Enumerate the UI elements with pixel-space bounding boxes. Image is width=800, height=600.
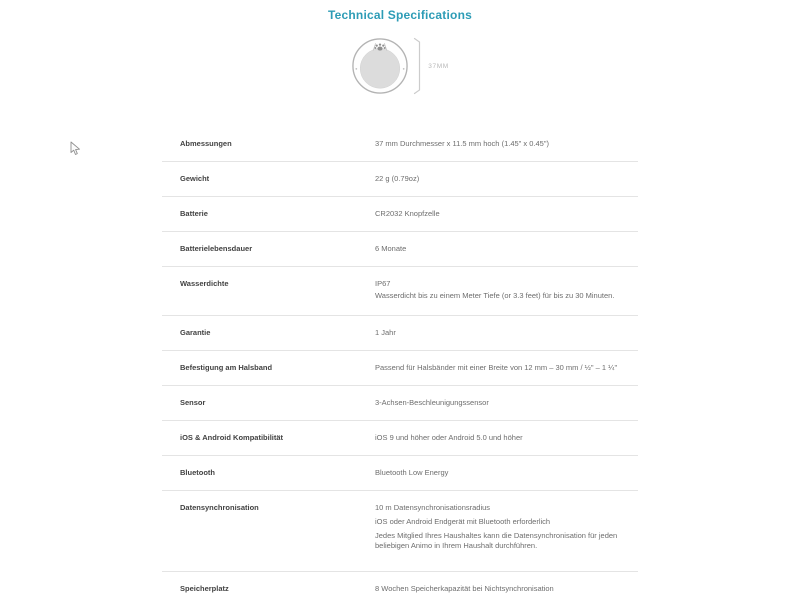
spec-value: [375, 139, 638, 149]
spec-row-datensynchronisation: [162, 491, 638, 572]
spec-row-speicherplatz: [162, 572, 638, 600]
spec-value-line: CR2032 Knopfzelle: [375, 209, 440, 218]
mouse-cursor: [70, 141, 81, 156]
spec-value: [375, 363, 638, 373]
spec-row-befestigung: [162, 351, 638, 386]
spec-row-bluetooth: [162, 456, 638, 491]
spec-value-line: Bluetooth Low Energy: [375, 468, 449, 477]
spec-row-sensor: [162, 386, 638, 421]
spec-value: [375, 468, 638, 478]
spec-label: iOS & Android Kompatibilität: [180, 433, 284, 442]
spec-label: Befestigung am Halsband: [180, 363, 273, 372]
spec-label: Speicherplatz: [180, 584, 229, 593]
spec-table: [162, 127, 638, 600]
spec-value: [375, 244, 638, 254]
spec-value-line: 22 g (0.79oz): [375, 174, 420, 183]
spec-row-gewicht: [162, 162, 638, 197]
spec-label: Gewicht: [180, 174, 210, 183]
spec-value: [375, 503, 638, 551]
spec-value: [375, 433, 638, 443]
spec-value-line: 8 Wochen Speicherkapazität bei Nichtsynchronisation: [375, 584, 554, 593]
device-disc-image: [351, 37, 409, 95]
spec-label: Wasserdichte: [180, 279, 229, 288]
spec-row-kompatibilitaet: [162, 421, 638, 456]
spec-value-line: Wasserdicht bis zu einem Meter Tiefe (or 3.3 feet) für bis zu 30 Minuten.: [375, 291, 615, 300]
spec-row-garantie: [162, 316, 638, 351]
spec-label: Bluetooth: [180, 468, 215, 477]
spec-label: Sensor: [180, 398, 206, 407]
spec-value-line: iOS oder Android Endgerät mit Bluetooth erforderlich: [375, 517, 551, 526]
spec-value-line: 1 Jahr: [375, 328, 396, 337]
spec-value-line: iOS 9 und höher oder Android 5.0 und höher: [375, 433, 523, 442]
spec-value-line: 3-Achsen-Beschleunigungssensor: [375, 398, 489, 407]
spec-label: Batterie: [180, 209, 208, 218]
spec-row-batterielebensdauer: [162, 232, 638, 267]
page-title: Technical Specifications: [328, 8, 472, 22]
spec-value: [375, 398, 638, 408]
spec-row-abmessungen: [162, 127, 638, 162]
spec-value-line: 10 m Datensynchronisationsradius: [375, 503, 491, 512]
dimension-label: 37MM: [428, 62, 449, 70]
spec-label: Abmessungen: [180, 139, 232, 148]
spec-value-line: Passend für Halsbänder mit einer Breite von 12 mm – 30 mm / ½" – 1 ¼": [375, 363, 618, 372]
spec-label: Batterielebensdauer: [180, 244, 253, 253]
dimension-bracket: [413, 37, 422, 95]
spec-value: [375, 209, 638, 219]
spec-value-line: IP67: [375, 279, 391, 288]
spec-value: [375, 279, 638, 303]
spec-value-line: 37 mm Durchmesser x 11.5 mm hoch (1.45" x 0.45"): [375, 139, 549, 148]
spec-value: [375, 328, 638, 338]
device-figure: [0, 37, 800, 95]
spec-value-line: 6 Monate: [375, 244, 407, 253]
spec-label: Garantie: [180, 328, 211, 337]
spec-value: [375, 174, 638, 184]
spec-label: Datensynchronisation: [180, 503, 259, 512]
spec-value-line: Jedes Mitglied Ihres Haushaltes kann die Datensynchronisation für jeden beliebigen Animo in Ihrem Haushalt durchführen.: [375, 531, 618, 550]
spec-row-wasserdichte: [162, 267, 638, 316]
spec-value: [375, 584, 638, 594]
spec-row-batterie: [162, 197, 638, 232]
dimension-label-wrap: [428, 37, 448, 95]
